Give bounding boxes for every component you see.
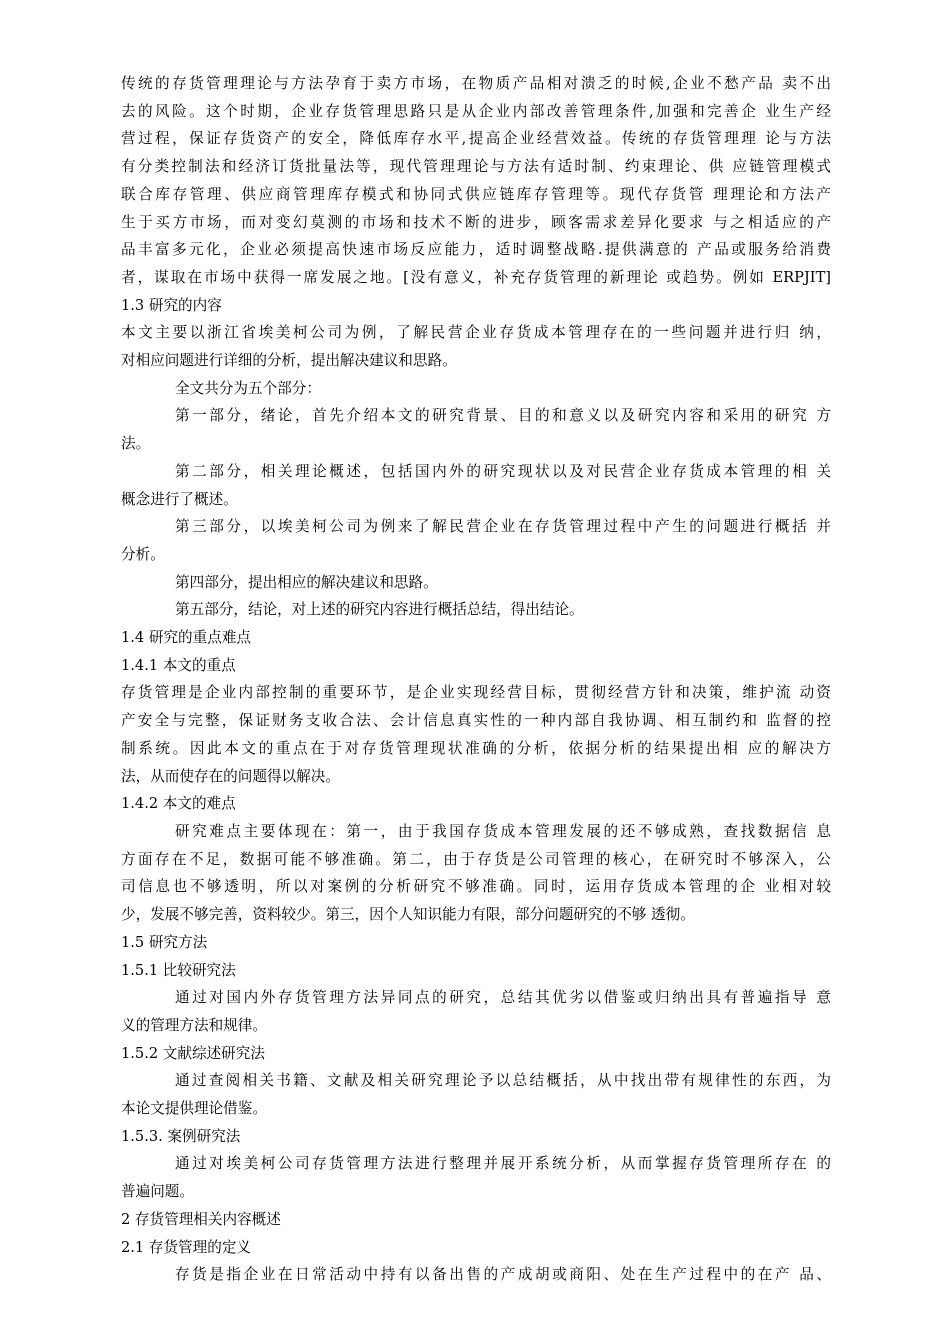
text-line: 传统的存货管理理论与方法孕育于卖方市场，在物质产品相对溃乏的时候,企业不愁产品 卖不出 bbox=[121, 75, 831, 92]
text-line: 去的风险。这个时期，企业存货管理思路只是从企业内部改善管理条件,加强和完善企 业生产经 bbox=[121, 102, 831, 120]
text-line: 1.4.1 本文的重点 bbox=[121, 656, 236, 674]
text-line: 通过对埃美柯公司存货管理方法进行整理并展开系统分析，从而掌握存货管理所存在 的 bbox=[175, 1155, 831, 1173]
text-line: 存货是指企业在日常活动中持有以备出售的产成胡或商阳、处在生产过程中的在产 品、 bbox=[175, 1266, 831, 1284]
text-line: 第五部分，结论，对上述的研究内容进行概括总结，得出结论。 bbox=[175, 601, 584, 619]
text-line: 2 存货管理相关内容概述 bbox=[121, 1210, 281, 1228]
text-line: 1.4.2 本文的难点 bbox=[121, 795, 236, 813]
text-line: 本文主要以浙江省埃美柯公司为例，了解民营企业存货成本管理存在的一些问题并进行归 纳， bbox=[121, 324, 831, 342]
text-line: 本论文提供理论借鉴。 bbox=[121, 1100, 267, 1118]
text-line: 第一部分，绪论，首先介绍本文的研究背景、目的和意义以及研究内容和采用的研究 方 bbox=[175, 407, 831, 425]
text-line: 产安全与完整，保证财务支收合法、会计信息真实性的一种内部自我协调、相互制约和 监督的控 bbox=[121, 712, 831, 730]
text-line: 司信息也不够透明，所以对案例的分析研究不够准确。同时，运用存货成本管理的企 业相对较 bbox=[121, 878, 831, 896]
text-line: 对相应问题进行详细的分析，提出解决建议和思路。 bbox=[121, 352, 457, 370]
text-line: 品丰富多元化，企业必须提高快速市场反应能力，适时调整战略.提供满意的 产品或服务给消费 bbox=[121, 241, 831, 259]
text-line: 2.1 存货管理的定义 bbox=[121, 1238, 252, 1256]
text-line: 1.5.2 文献综述研究法 bbox=[121, 1044, 265, 1062]
text-line: 分析。 bbox=[121, 545, 165, 563]
text-line: 1.5 研究方法 bbox=[121, 933, 208, 951]
text-line: 1.3 研究的内容 bbox=[121, 296, 222, 314]
document-page bbox=[121, 70, 831, 1289]
text-line: 通过查阅相关书籍、文献及相关研究理论予以总结概括，从中找出带有规律性的东西，为 bbox=[175, 1072, 831, 1090]
text-line: 研究难点主要体现在：第一，由于我国存货成本管理发展的还不够成熟，查找数据信 息 bbox=[175, 822, 831, 840]
text-line: 概念进行了概述。 bbox=[121, 490, 238, 508]
text-line: 第三部分，以埃美柯公司为例来了解民营企业在存货管理过程中产生的问题进行概括 并 bbox=[175, 518, 831, 536]
text-line: 第二部分，相关理论概述，包括国内外的研究现状以及对民营企业存货成本管理的相 关 bbox=[175, 462, 831, 480]
text-line: 有分类控制法和经济订货批量法等，现代管理理论与方法有适时制、约束理论、供 应链管理模式 bbox=[121, 158, 831, 176]
text-line: 营过程，保证存货资产的安全，降低库存水平,提高企业经营效益。传统的存货管理理 论与方法 bbox=[121, 130, 831, 148]
text-line: 者，谋取在市场中获得一席发展之地。[没有意义，补充存货管理的新理论 或趋势。例如 ERPJIT] bbox=[121, 268, 831, 286]
text-line: 全文共分为五个部分： bbox=[175, 379, 321, 397]
text-line: 普遍问题。 bbox=[121, 1183, 194, 1201]
text-line: 方面存在不足，数据可能不够准确。第二，由于存货是公司管理的核心，在研究时不够深入，公 bbox=[121, 850, 831, 868]
text-line: 通过对国内外存货管理方法异同点的研究，总结其优劣以借鉴或归纳出具有普遍指导 意 bbox=[175, 989, 831, 1007]
text-line: 生于买方市场，而对变幻莫测的市场和技术不断的进步，顾客需求差异化要求 与之相适应的产 bbox=[121, 213, 831, 231]
text-line: 1.4 研究的重点难点 bbox=[121, 629, 252, 647]
text-line: 第四部分，提出相应的解决建议和思路。 bbox=[175, 573, 438, 591]
text-line: 法。 bbox=[121, 435, 151, 453]
text-line: 联合库存管理、供应商管理库存模式和协同式供应链库存管理等。现代存货管 理理论和方法产 bbox=[121, 185, 831, 203]
text-line: 1.5.3. 案例研究法 bbox=[121, 1127, 241, 1145]
text-line: 少，发展不够完善，资料较少。第三，因个人知识能力有限，部分问题研究的不够 透彻。 bbox=[121, 906, 695, 924]
text-line: 义的管理方法和规律。 bbox=[121, 1016, 267, 1034]
text-line: 制系统。因此本文的重点在于对存货管理现状准确的分析，依据分析的结果提出相 应的解决方 bbox=[121, 739, 831, 757]
text-line: 法，从而使存在的问题得以解决。 bbox=[121, 767, 340, 785]
text-line: 存货管理是企业内部控制的重要环节，是企业实现经营目标，贯彻经营方针和决策，维护流 动资 bbox=[121, 684, 831, 702]
text-line: 1.5.1 比较研究法 bbox=[121, 961, 236, 979]
